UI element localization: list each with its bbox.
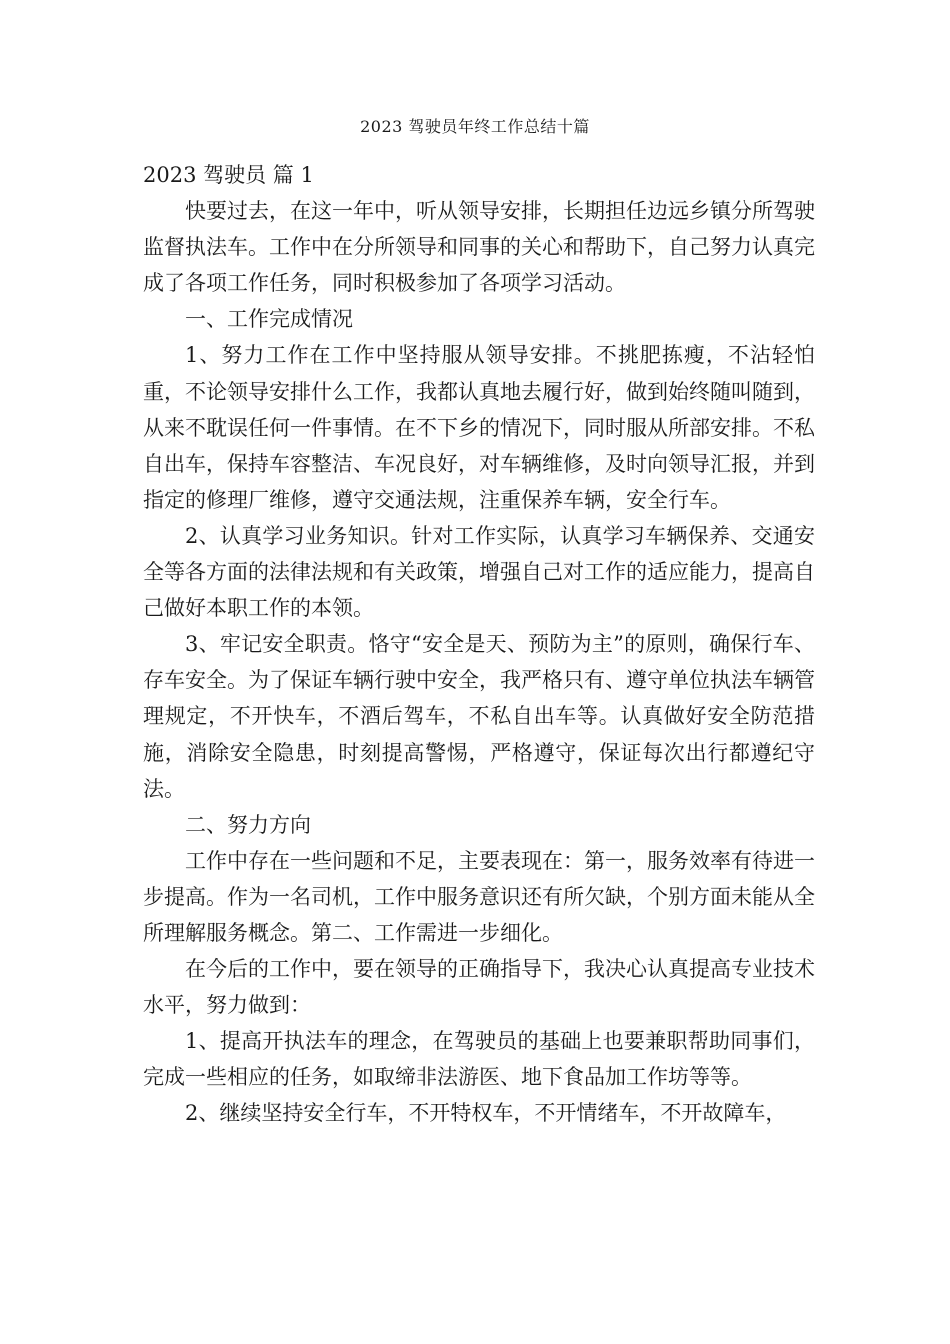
section-heading: 2023 驾驶员 篇 1 [143, 163, 314, 187]
document-title: 2023 驾驶员年终工作总结十篇 [360, 117, 590, 136]
paragraph-future-intro: 在今后的工作中，要在领导的正确指导下，我决心认真提高专业技术水平，努力做到： [143, 957, 815, 1018]
heading-effort-direction: 二、努力方向 [185, 812, 311, 837]
paragraph-future-item-1: 1、提高开执法车的理念，在驾驶员的基础上也要兼职帮助同事们，完成一些相应的任务，如取缔非法游医、地下食品加工作坊等等。 [143, 1029, 815, 1090]
paragraph-item-3: 3、牢记安全职责。恪守“安全是天、预防为主”的原则，确保行车、存车安全。为了保证车辆行驶中安全，我严格只有、遵守单位执法车辆管理规定，不开快车，不酒后驾车，不私自出车等。认真做好安全防范措施，消除安全隐患，时刻提高警惕，严格遵守，保证每次出行都遵纪守法。 [143, 632, 815, 801]
document-body [143, 157, 815, 1132]
paragraph-item-1: 1、努力工作在工作中坚持服从领导安排。不挑肥拣瘦，不沾轻怕重，不论领导安排什么工作，我都认真地去履行好，做到始终随叫随到，从来不耽误任何一件事情。在不下乡的情况下，同时服从所部安排。不私自出车，保持车容整洁、车况良好，对车辆维修，及时向领导汇报，并到指定的修理厂维修，遵守交通法规，注重保养车辆，安全行车。 [143, 343, 815, 512]
paragraph-future-item-2: 2、继续坚持安全行车，不开特权车，不开情绪车，不开故障车， [185, 1101, 787, 1126]
paragraph-item-2: 2、认真学习业务知识。针对工作实际，认真学习车辆保养、交通安全等各方面的法律法规和有关政策，增强自己对工作的适应能力，提高自己做好本职工作的本领。 [143, 523, 815, 621]
heading-work-completion: 一、工作完成情况 [185, 307, 353, 332]
paragraph-shortcomings: 工作中存在一些问题和不足，主要表现在：第一，服务效率有待进一步提高。作为一名司机，工作中服务意识还有所欠缺，个别方面未能从全所理解服务概念。第二、工作需进一步细化。 [143, 848, 815, 945]
paragraph-intro: 快要过去，在这一年中，听从领导安排，长期担任边远乡镇分所驾驶监督执法车。工作中在分所领导和同事的关心和帮助下，自己努力认真完成了各项工作任务，同时积极参加了各项学习活动。 [143, 199, 815, 296]
